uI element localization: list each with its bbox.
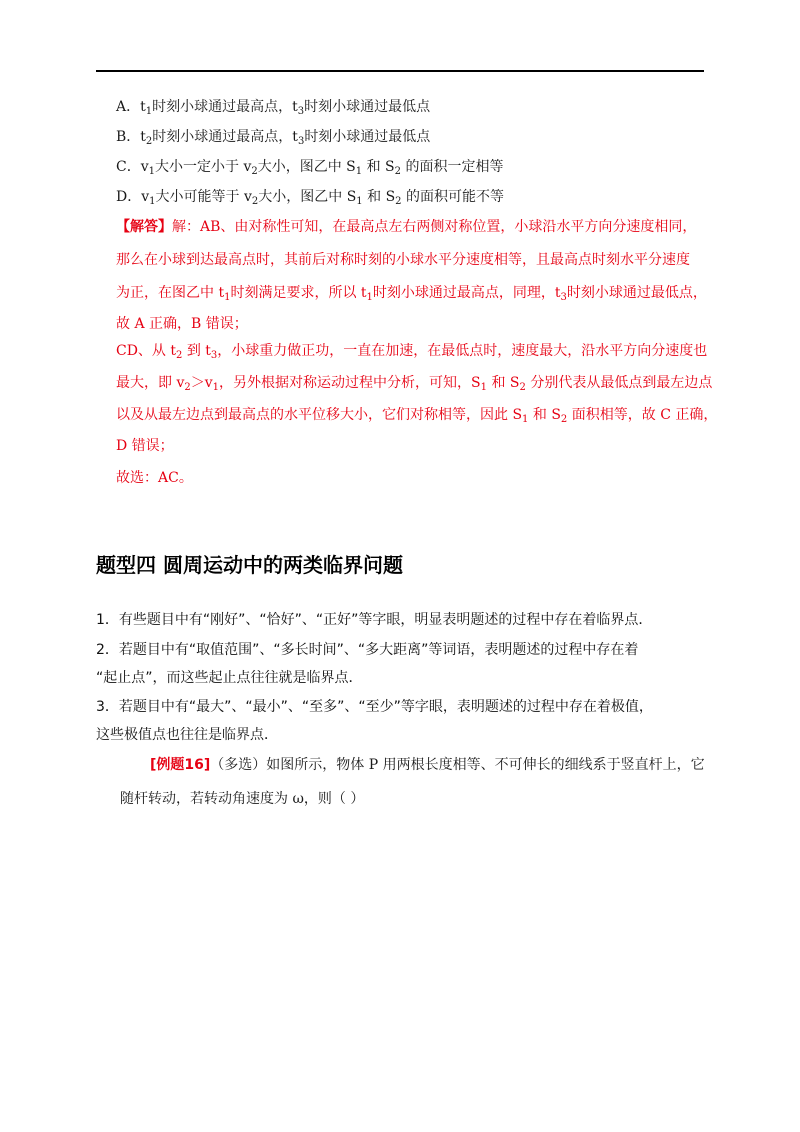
answer-line-5: CD、从 $t_2$ 到 $t_3$，小球重力做正功，一直在加速，在最低点时，速度最大，沿水平方向分速度也 — [116, 343, 708, 361]
example-line-2: 随杆转动，若转动角速度为 ω，则（ ） — [120, 791, 365, 807]
answer-line-3: 为正，在图乙中 $t_1$时刻满足要求，所以 $t_1$时刻小球通过最高点，同理，$t_3$时刻小球通过最低点， — [116, 285, 707, 303]
answer-line-8: D 错误； — [116, 438, 174, 454]
answer-line-1: 【解答】解：AB、由对称性可知，在最高点左右两侧对称位置，小球沿水平方向分速度相同， — [116, 219, 697, 235]
option-c: C．$v_1$大小一定小于 $v_2$大小，图乙中 $S_1$ 和 $S_2$ 的面积一定相等 — [116, 159, 504, 177]
point-2-line-2: “起止点”，而这些起止点往往就是临界点． — [96, 670, 363, 686]
answer-line-4: 故 A 正确，B 错误； — [116, 316, 248, 332]
example-tag: [例题16] — [150, 757, 211, 773]
option-b: B．$t_2$时刻小球通过最高点，$t_3$时刻小球通过最低点 — [116, 129, 431, 147]
point-1: 1．有些题目中有“刚好”、“恰好”、“正好”等字眼，明显表明题述的过程中存在着临界点． — [96, 612, 653, 628]
option-a: A．$t_1$时刻小球通过最高点，$t_3$时刻小球通过最低点 — [116, 99, 431, 117]
example-line-1: [例题16]（多选）如图所示，物体 P 用两根长度相等、不可伸长的细线系于竖直杆上，它 — [150, 757, 705, 773]
answer-line-6: 最大，即 $v_2>v_1$，另外根据对称运动过程中分析，可知，$S_1$ 和 $S_2$ 分别代表从最低点到最左边点 — [116, 375, 713, 393]
answer-line-2: 那么在小球到达最高点时，其前后对称时刻的小球水平分速度相等，且最高点时刻水平分速度 — [116, 252, 690, 268]
answer-line-7: 以及从最左边点到最高点的水平位移大小，它们对称相等，因此 $S_1$ 和 $S_2$ 面积相等，故 C 正确， — [116, 407, 718, 425]
answer-tag: 【解答】 — [116, 219, 172, 235]
answer-line-9: 故选：AC。 — [116, 470, 193, 486]
point-3-line-1: 3．若题目中有“最大”、“最小”、“至多”、“至少”等字眼，表明题述的过程中存在着极值， — [96, 699, 653, 715]
section-title: 题型四 圆周运动中的两类临界问题 — [96, 553, 403, 577]
option-d: D．$v_1$大小可能等于 $v_2$大小，图乙中 $S_1$ 和 $S_2$ 的面积可能不等 — [116, 189, 504, 207]
header-rule — [96, 70, 704, 72]
point-2-line-1: 2．若题目中有“取值范围”、“多长时间”、“多大距离”等词语，表明题述的过程中存在着 — [96, 642, 639, 658]
point-3-line-2: 这些极值点也往往是临界点． — [96, 727, 278, 743]
